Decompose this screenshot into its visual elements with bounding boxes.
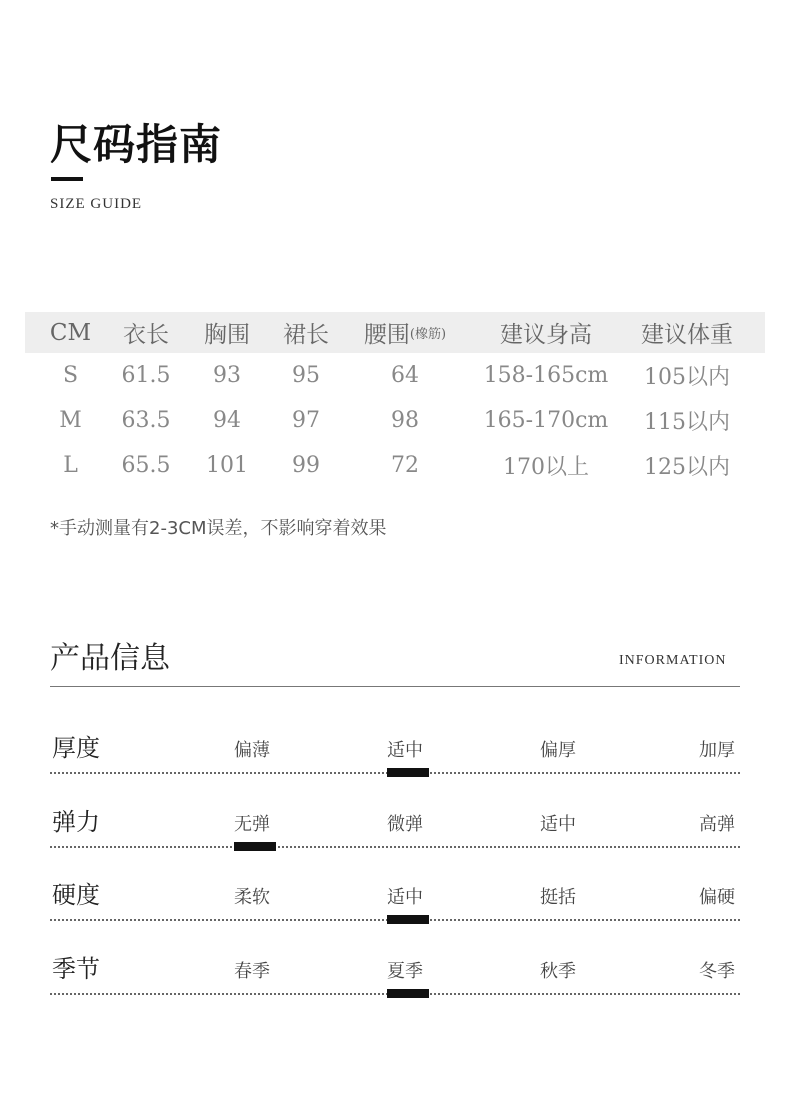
attribute-option: 高弹 xyxy=(699,814,735,835)
size-table-header xyxy=(25,312,765,353)
attribute-label: 弹力 xyxy=(52,808,100,836)
table-cell: S xyxy=(62,363,79,388)
table-cell: 101 xyxy=(206,453,248,478)
attribute-option: 适中 xyxy=(387,887,423,908)
attribute-option: 春季 xyxy=(234,961,270,982)
selected-marker xyxy=(387,915,429,924)
table-cell: 63.5 xyxy=(121,408,171,433)
header-cell-unit: CM xyxy=(49,319,92,346)
table-cell: 72 xyxy=(391,453,419,478)
attribute-option: 适中 xyxy=(540,814,576,835)
table-cell: 97 xyxy=(292,408,320,433)
table-cell: M xyxy=(59,408,82,433)
table-cell: 105以内 xyxy=(644,365,730,390)
table-row xyxy=(25,443,765,488)
table-cell: 158-165cm xyxy=(483,363,609,388)
selected-marker xyxy=(234,842,276,851)
table-cell: 61.5 xyxy=(121,363,171,388)
header-cell-height: 建议身高 xyxy=(500,322,592,348)
selected-marker xyxy=(387,989,429,998)
table-cell: 94 xyxy=(213,408,241,433)
table-cell: 64 xyxy=(391,363,419,388)
section-divider xyxy=(50,686,740,687)
header-cell-waist xyxy=(353,312,457,353)
attribute-option: 挺括 xyxy=(540,887,576,908)
size-guide-title: 尺码指南 xyxy=(50,120,223,169)
table-cell: L xyxy=(63,453,78,478)
table-cell: 165-170cm xyxy=(483,408,609,433)
attribute-option: 适中 xyxy=(387,740,423,761)
table-row xyxy=(25,398,765,443)
table-row xyxy=(25,353,765,398)
attribute-thickness xyxy=(0,728,790,802)
dotted-scale xyxy=(50,846,740,848)
attribute-option: 微弹 xyxy=(387,814,423,835)
attribute-elasticity xyxy=(0,802,790,876)
waist-label: 腰围 xyxy=(363,322,410,348)
attribute-hardness xyxy=(0,875,790,949)
attribute-label: 季节 xyxy=(52,955,100,983)
attribute-option: 偏薄 xyxy=(234,740,270,761)
header-cell-length: 衣长 xyxy=(123,322,169,348)
attribute-option: 偏厚 xyxy=(540,740,576,761)
product-info-title: 产品信息 xyxy=(50,641,170,676)
attribute-option: 冬季 xyxy=(699,961,735,982)
attribute-option: 偏硬 xyxy=(699,887,735,908)
size-guide-subtitle: SIZE GUIDE xyxy=(50,196,143,212)
product-info-subtitle: INFORMATION xyxy=(619,653,727,668)
selected-marker xyxy=(387,768,429,777)
attribute-option: 加厚 xyxy=(699,740,735,761)
table-cell: 170以上 xyxy=(503,455,589,480)
attribute-season xyxy=(0,949,790,1023)
table-cell: 99 xyxy=(292,453,320,478)
measurement-note: *手动测量有2-3CM误差，不影响穿着效果 xyxy=(50,518,387,539)
attribute-option: 秋季 xyxy=(540,961,576,982)
attribute-option: 无弹 xyxy=(234,814,270,835)
table-cell: 93 xyxy=(213,363,241,388)
header-cell-skirt-length: 裙长 xyxy=(283,322,329,348)
attribute-label: 厚度 xyxy=(52,734,100,762)
attribute-label: 硬度 xyxy=(52,881,100,909)
table-cell: 95 xyxy=(292,363,320,388)
attribute-option: 柔软 xyxy=(234,887,270,908)
attribute-option: 夏季 xyxy=(387,961,423,982)
header-cell-bust: 胸围 xyxy=(204,322,250,348)
waist-note: (橡筋) xyxy=(409,327,447,342)
table-cell: 65.5 xyxy=(121,453,171,478)
size-table xyxy=(25,312,765,488)
title-divider xyxy=(51,177,83,181)
table-cell: 98 xyxy=(391,408,419,433)
table-cell: 125以内 xyxy=(644,455,730,480)
table-cell: 115以内 xyxy=(644,410,730,435)
header-cell-weight: 建议体重 xyxy=(641,322,733,348)
